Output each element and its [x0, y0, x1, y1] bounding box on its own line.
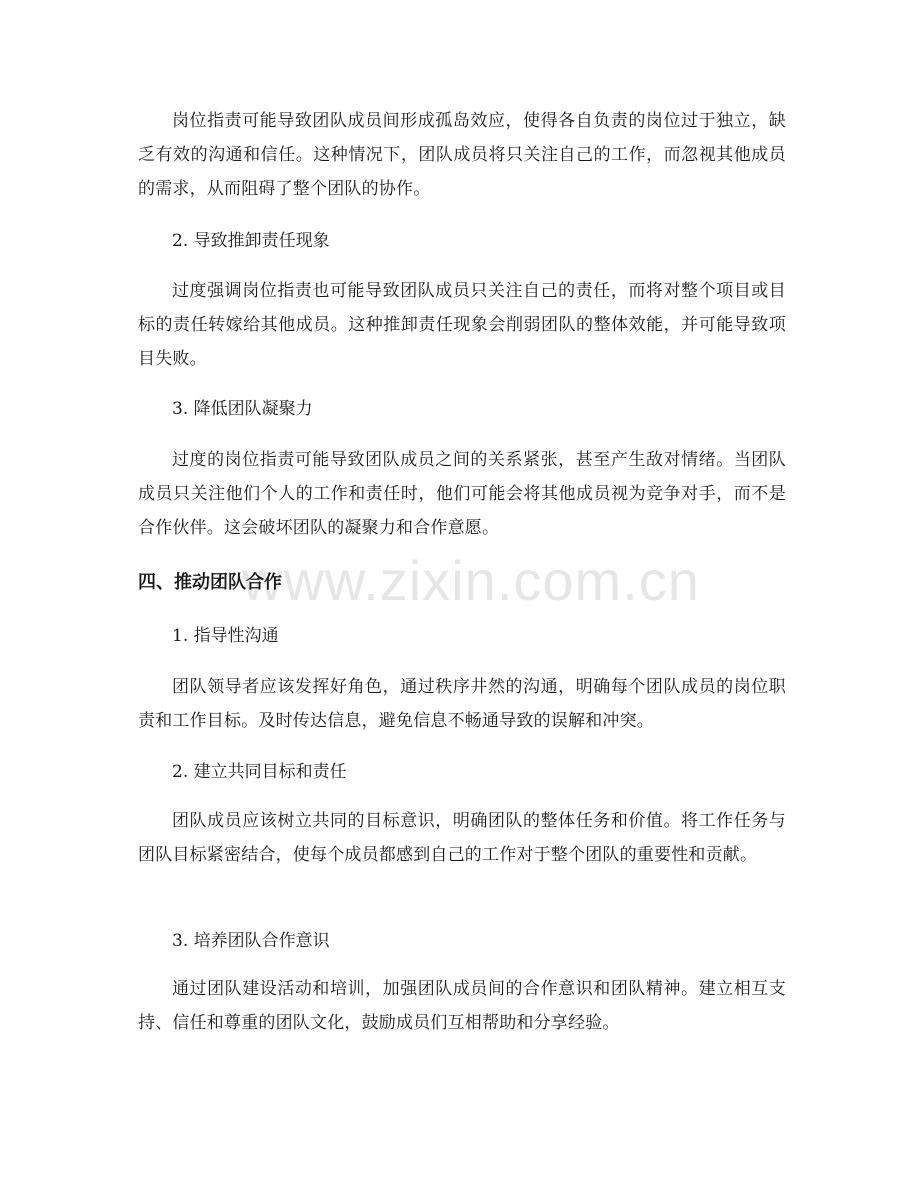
- paragraph-cooperation-awareness: 通过团队建设活动和培训，加强团队成员间的合作意识和团队精神。建立相互支持、信任和尊重的团队文化，鼓励成员们互相帮助和分享经验。: [138, 979, 786, 1033]
- intro-paragraph: 岗位指责可能导致团队成员间形成孤岛效应，使得各自负责的岗位过于独立，缺乏有效的沟通和信任。这种情况下，团队成员将只关注自己的工作，而忽视其他成员的需求，从而阻碍了整个团队的协作。: [138, 111, 786, 199]
- subheading-cooperation-awareness: 3. 培养团队合作意识: [172, 931, 330, 951]
- paragraph-common-goals: 团队成员应该树立共同的目标意识，明确团队的整体任务和价值。将工作任务与团队目标紧密结合，使每个成员都感到自己的工作对于整个团队的重要性和贡献。: [138, 811, 786, 865]
- subheading-guided-communication: 1. 指导性沟通: [172, 626, 279, 646]
- watermark: www.zixin.com.cn: [242, 549, 700, 612]
- subheading-cohesion: 3. 降低团队凝聚力: [172, 399, 313, 419]
- paragraph-cohesion: 过度的岗位指责可能导致团队成员之间的关系紧张，甚至产生敌对情绪。当团队成员只关注他们个人的工作和责任时，他们可能会将其他成员视为竞争对手，而不是合作伙伴。这会破坏团队的凝聚力和合作意愿。: [138, 450, 786, 538]
- subheading-shirking-responsibility: 2. 导致推卸责任现象: [172, 231, 330, 251]
- paragraph-shirking-responsibility: 过度强调岗位指责也可能导致团队成员只关注自己的责任，而将对整个项目或目标的责任转嫁给其他成员。这种推卸责任现象会削弱团队的整体效能，并可能导致项目失败。: [138, 281, 786, 369]
- paragraph-guided-communication: 团队领导者应该发挥好角色，通过秩序井然的沟通，明确每个团队成员的岗位职责和工作目标。及时传达信息，避免信息不畅通导致的误解和冲突。: [138, 677, 786, 731]
- subheading-common-goals: 2. 建立共同目标和责任: [172, 762, 347, 782]
- section-heading-teamwork: 四、推动团队合作: [138, 572, 282, 593]
